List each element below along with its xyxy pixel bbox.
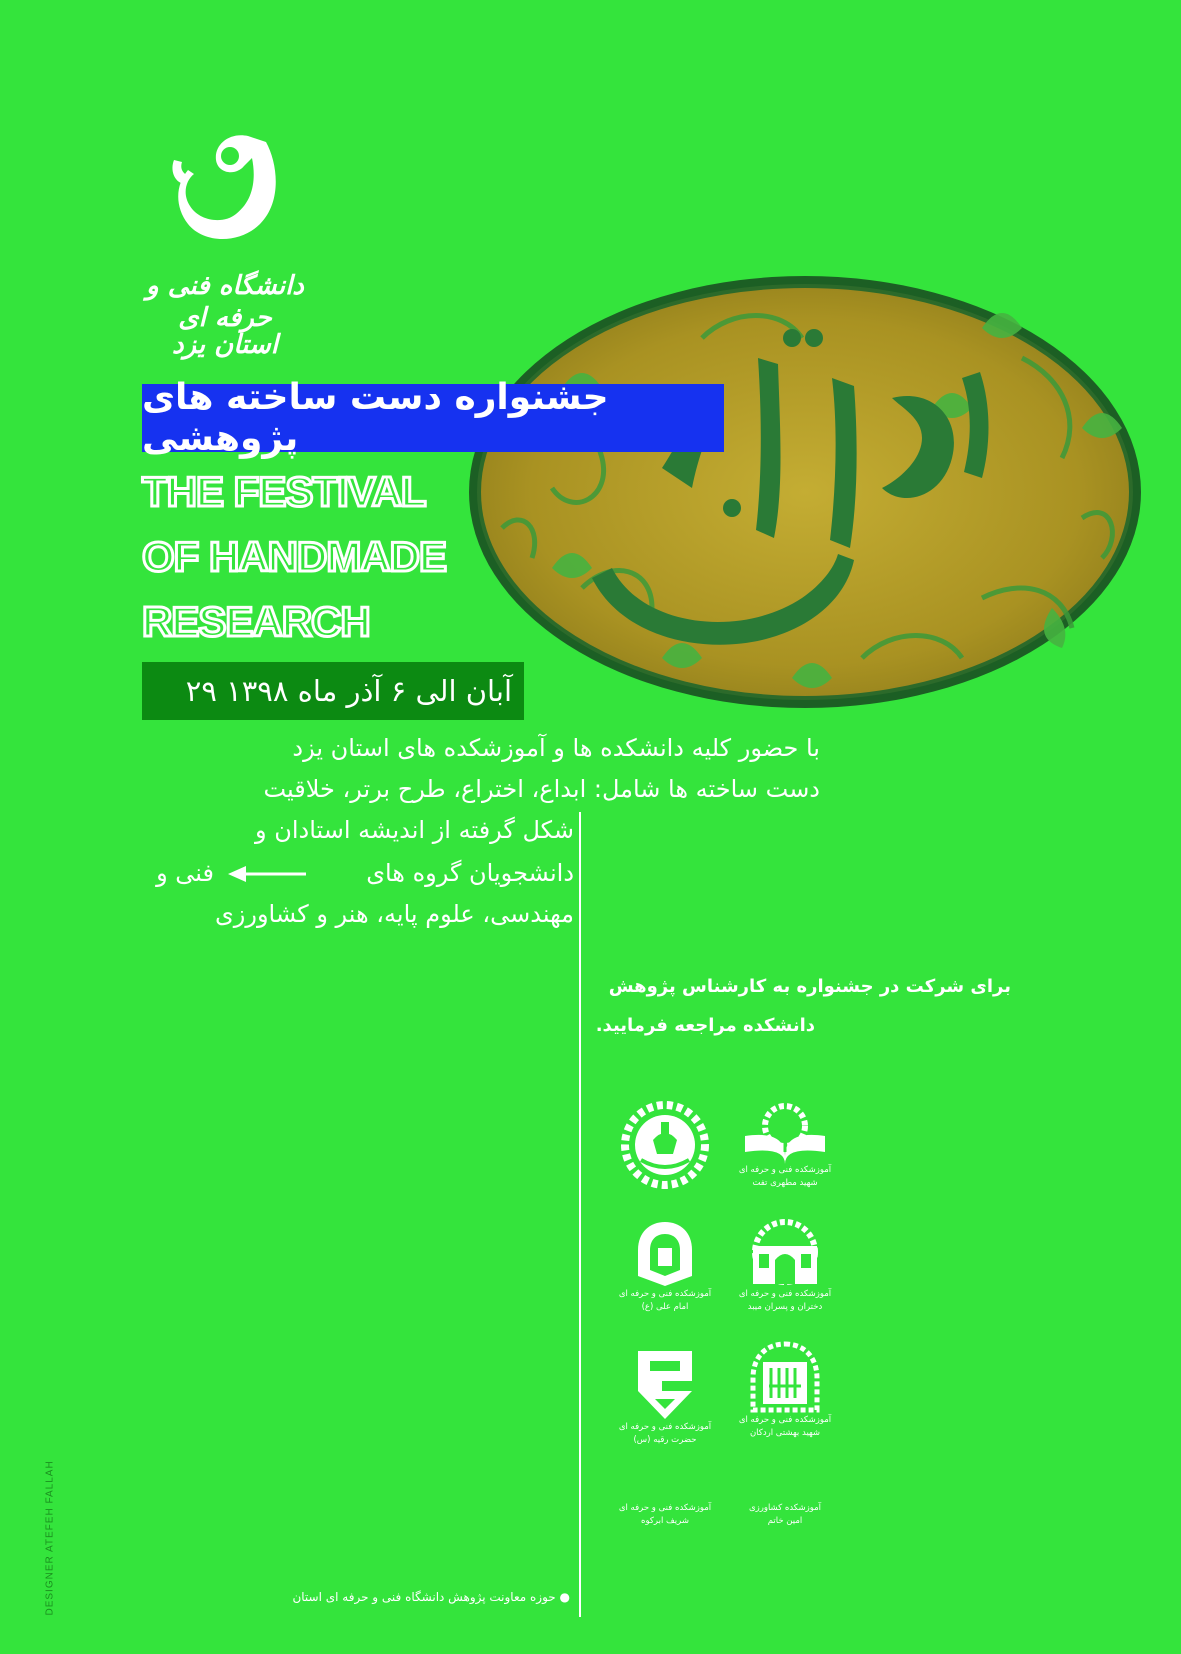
- footer-text: حوزه معاونت پژوهش دانشگاه فنی و حرفه ای استان: [292, 1590, 556, 1604]
- shield-icon: [630, 1218, 700, 1288]
- designer-credit: DESIGNER ATEFEH FALLAH: [44, 1460, 56, 1616]
- body-line-1: با حضور کلیه دانشکده ها و آموزشکده های استان یزد: [292, 734, 820, 762]
- emblem-khatam-caption-2: امین خاتم: [767, 1516, 803, 1526]
- festival-title-en-line-2: OF HANDMADE: [142, 533, 446, 580]
- emblem-roghayeh-caption-1: آموزشکده فنی و حرفه ای: [618, 1422, 712, 1432]
- emblem-abarkouh-caption-2: شریف ابرکوه: [641, 1516, 689, 1526]
- emblem-meybod: [730, 1218, 840, 1314]
- body-line-2: دست ساخته ها شامل: ابداع، اختراع، طرح برتر، خلاقیت: [263, 775, 820, 803]
- emblem-meybod-caption-1: آموزشکده فنی و حرفه ای: [738, 1289, 832, 1299]
- emblem-imam-ali: [610, 1218, 720, 1314]
- university-logo: [170, 130, 305, 250]
- gear-emblem-icon: [617, 1100, 713, 1190]
- festival-title-en-line-1: THE FESTIVAL: [142, 468, 426, 515]
- body-line-5: مهندسی، علوم پایه، هنر و کشاورزی: [214, 900, 574, 928]
- emblem-abarkouh-caption-1: آموزشکده فنی و حرفه ای: [618, 1503, 712, 1513]
- body-line-4a: دانشجویان گروه های: [366, 859, 574, 887]
- emblem-motahari: [730, 1100, 840, 1190]
- emblem-abarkouh: [610, 1502, 720, 1528]
- footer-note: [250, 1590, 570, 1604]
- emblem-khatam: [730, 1502, 840, 1528]
- vertical-divider: [579, 812, 581, 1617]
- emblem-roghayeh: [610, 1345, 720, 1447]
- callout-oval: [462, 268, 1148, 716]
- emblem-mahmoud: [610, 1100, 720, 1190]
- emblem-imam-ali-caption-2: امام علی (ع): [641, 1302, 689, 1312]
- info-line-2: دانشکده مراجعه فرمایید.: [595, 1015, 815, 1036]
- book-gear-icon: [737, 1100, 833, 1164]
- emblem-meybod-caption-2: دختران و پسران میبد: [747, 1302, 823, 1312]
- emblem-roghayeh-caption-2: حضرت رقیه (س): [633, 1435, 697, 1445]
- festival-date: ۲۹ آبان الی ۶ آذر ماه ۱۳۹۸: [185, 674, 512, 708]
- title-banner: [142, 377, 724, 459]
- festival-title-fa: جشنواره دست ساخته های پژوهشی: [142, 377, 609, 459]
- ardakan-emblem-icon: [747, 1340, 823, 1414]
- emblem-ardakan-caption-1: آموزشکده فنی و حرفه ای: [738, 1415, 832, 1425]
- university-name: دانشگاه فنی و حرفه ای: [146, 271, 304, 333]
- university-province: استان یزد: [171, 330, 279, 360]
- roghayeh-emblem-icon: [630, 1345, 700, 1421]
- emblem-motahari-caption-2: شهید مطهری تفت: [752, 1178, 818, 1188]
- gate-emblem-icon: [745, 1218, 825, 1288]
- emblem-khatam-caption-1: آموزشکده کشاورزی: [748, 1503, 822, 1513]
- arrow-left-icon: [228, 864, 308, 884]
- body-line-3: شکل گرفته از اندیشه استادان و: [255, 816, 574, 844]
- emblem-imam-ali-caption-1: آموزشکده فنی و حرفه ای: [618, 1289, 712, 1299]
- emblem-ardakan: [730, 1340, 840, 1440]
- emblem-motahari-caption-1: آموزشکده فنی و حرفه ای: [738, 1165, 832, 1175]
- info-line-1: برای شرکت در جشنواره به کارشناس پژوهش: [608, 976, 1011, 997]
- emblem-ardakan-caption-2: شهید بهشتی اردکان: [749, 1428, 821, 1438]
- festival-title-en-line-3: RESEARCH: [142, 598, 370, 645]
- body-line-4b: فنی و: [156, 859, 214, 887]
- date-banner: [142, 662, 524, 720]
- bullet-icon: ●: [559, 1590, 570, 1604]
